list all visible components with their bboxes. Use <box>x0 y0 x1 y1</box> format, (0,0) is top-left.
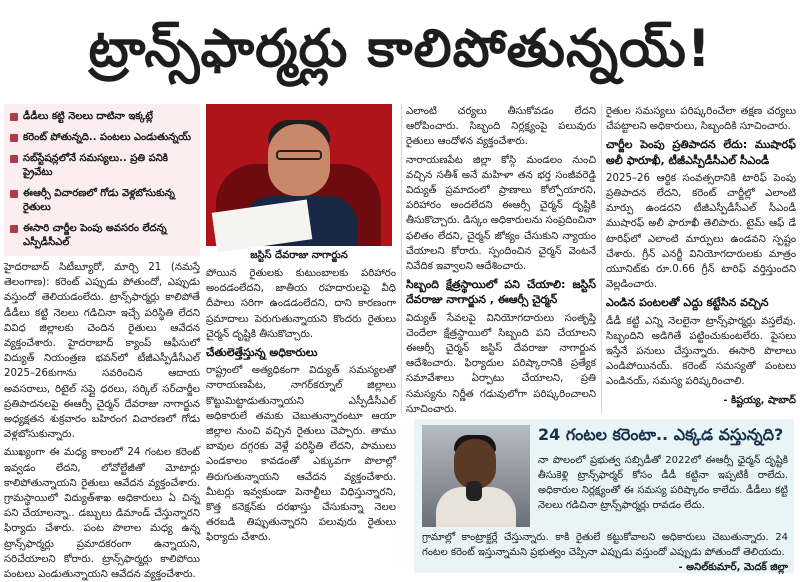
bullet-icon <box>10 190 18 198</box>
highlight-text: కరెంట్ పోతున్నది.. పంటలు ఎండుతున్నయ్ <box>23 132 192 143</box>
highlight-text: ఈఆర్సీ విచారణలో గోడు వెళ్లబోసుకున్న రైతులు <box>23 188 175 213</box>
highlight-text: డీడీలు కట్టి నెలలు దాటినా ఇక్కట్లే <box>23 111 153 122</box>
paragraph: ఎలాంటి చర్యలు తీసుకోవడం లేదని ఆరోపించారు. సిబ్బంది నిర్లక్ష్యంపై పలువురు రైతులు ఆందోళన వ్యక్తంచేశారు. <box>406 106 596 148</box>
paragraph: డీడీ కట్టి ఎన్ని నెలలైనా ట్రాన్స్‌ఫార్మర్లు వస్తలేవు. సిబ్బందిని అడిగితే పట్టించుకుంటలేరు. పైసలు ఇస్తేనే పనులు చేస్తున్నారు. ఈసారి పొలాలు ఎండిపోయినయ్. కరెంట్ సమస్యతో పంటలు ఎండినయ్, సమస్య పరిష్కరించాలి. <box>606 315 796 388</box>
sidebar-box <box>414 419 794 573</box>
photo-caption: జస్టిస్ దేవరాజు నాగార్జున <box>250 250 348 261</box>
article-column-1 <box>4 260 200 581</box>
photo-farmer <box>422 425 530 527</box>
subheading: చార్జీల పెంపు ప్రతిపాదన లేదు: ముషారఫ్ అలీ ఫారూఖీ, టీజీఎస్పీడీసీఎల్ సీఎండీ <box>606 138 796 167</box>
subheading: ఎండిన పంటలతో ఎద్దు కట్టేసిన వచ్చిన <box>606 296 769 310</box>
paragraph: విద్యుత్ సేవలపై వినియోగదారులు సంతృప్తి చెందేలా క్షేత్రస్థాయిలో సిబ్బంది పని చేయాలని ఈఆర్సీ చైర్మన్ జస్టిస్ దేవరాజు నాగార్జున ఆదేశించారు. ఫిర్యాదుల పరిష్కారానికి ప్రత్యేక సమావేశాలు ఏర్పాటు చేయాలని, ప్రతి సమస్యను నిర్ణీత గడువులోగా పరిష్కరించాలని సూచించారు. <box>406 312 596 415</box>
bullet-icon <box>10 113 18 121</box>
highlight-item <box>10 152 194 180</box>
paragraph: హైదరాబాద్ సిటీబ్యూరో, మార్చి 21 (నమస్తే తెలంగాణ): కరెంట్ ఎప్పుడు పోతుందో, ఎప్పుడు వస్తుందో తెలియడంలేదు. ట్రాన్స్‌ఫార్మర్లు కాలిపోతే డీడీలు కట్టి నెలలు గడిచినా ఇచ్చే పరిస్థితి లేదని వివిధ జిల్లాలకు చెందిన రైతులు ఆవేదన వ్యక్తంచేశారు. హైదరాబాద్ క్యాంప్ ఆఫీసులో విద్యుత్ నియంత్రణ భవన్‌లో టీజీఎస్పీడీసీఎల్ 2025–26కుగాను సవరించిన ఆదాయ అవసరాలు, రిటైల్ సప్లై ధరలు, సర్కిల్ సర్‌చార్జీల ప్రతిపాదనలపై ఈఆర్సీ చైర్మన్ దేవరాజు నాగార్జున అధ్యక్షతన శుక్రవారం బహిరంగ విచారణలో గోడు వెళ్లబోసుకున్నారు. <box>4 262 200 441</box>
byline: - కిష్టయ్య, షాబాద్ <box>723 394 796 406</box>
highlight-item <box>10 131 194 145</box>
paragraph: పోయిన రైతులకు కుటుంబాలకు పరిహారం అందడంలేదని, జాతీయ రహదారులపై వీధి దీపాలు సరిగా ఉండడంలేదని, దాని కారణంగా ప్రమాదాలు పెరుగుతున్నాయని కొందరు రైతులు చైర్మన్ దృష్టికి తీసుకొచ్చారు. <box>206 268 396 340</box>
bullet-icon <box>10 225 18 233</box>
article-column-3 <box>406 104 596 414</box>
paragraph: ముఖ్యంగా ఈ మధ్య కాలంలో 24 గంటల కరెంట్ ఇవ్వడం లేదని, లోవోల్టేజీతో మోటార్లు కాలిపోతున్నాయని రైతులు ఆవేదన వ్యక్తంచేశారు. గ్రామస్థాయిలో విద్యుత్‌శాఖ అధికారులు ఏ చిన్న పని చేయాలన్నా.. డబ్బులు డిమాండ్ చేస్తున్నారని ఫిర్యాదు చేశారు. పంట పొలాల మధ్య ఉన్న ట్రాన్స్‌ఫార్మర్లు ప్రమాదకరంగా ఉన్నాయని, సరిచేయాలని కోరారు. ట్రాన్స్‌ఫార్మర్లు కాలిపోయి పంటలు ఎండుతున్నాయని ఆవేదన వ్యక్తంచేశారు. <box>4 447 200 581</box>
article-column-4 <box>606 104 796 416</box>
bullet-icon <box>10 155 18 163</box>
bullet-icon <box>10 134 18 142</box>
highlight-item <box>10 222 194 250</box>
box-title: 24 గంటల కరెంటా.. ఎక్కడ వస్తున్నది? <box>538 425 784 444</box>
paragraph: రాష్ట్రంలో అత్యధికంగా విద్యుత్ సమస్యలతో నారాయణపేట, నాగర్‌కర్నూల్ జిల్లాలు కొట్టుమిట్టాడుతున్నాయని ఎస్పీడీసీఎల్ అధికారులే తమకు చెబుతున్నారంటూ ఆయా జిల్లాల నుంచి వచ్చిన రైతులు చెప్పారు. తాము బావుల దగ్గరకు వెళ్లే పరిస్థితి లేదని, పాములు ఎండకాలం కావడంతో ఎక్కువగా పొలాల్లో తిరుగుతున్నాయని ఆవేదన వ్యక్తంచేశారు. మీటర్లు ఇవ్వకుండా పెనాల్టీలు విధిస్తున్నారని, కొత్త కనెక్షన్‌కు దరఖాస్తు చేసుకున్నా నెలల తరబడి తిప్పుతున్నారని పలువురు రైతులు ఫిర్యాదు చేశారు. <box>206 365 396 544</box>
article-column-2 <box>206 266 396 573</box>
highlight-text: సబ్‌స్టేషన్లలోనే సమస్యలు.. ప్రతి పనికి ప్రైవేటు <box>23 153 168 178</box>
paragraph: నారాయణపేట జిల్లా కోస్గి మండలం నుంచి వచ్చిన సతీశ్ అనే మహిళా తన భర్త సంజీవరెడ్డి విద్యుత్ ప్రమాదంలో ప్రాణాలు కోల్పోయారని, పరిహారం అందలేదని ఈఆర్సీ చైర్మన్ దృష్టికి తీసుకొచ్చారు. డిస్కం అధికారులను సంప్రదించినా ఫలితం లేదని, చైర్మన్ జోక్యం చేసుకుని న్యాయం చేయాలని కోరారు. స్పందించిన చైర్మన్ వెంటనే నివేదిక ఇవ్వాలని ఆదేశించారు. <box>406 154 596 273</box>
highlight-item <box>10 187 194 215</box>
paragraph: 2025–26 ఆర్థిక సంవత్సరానికి టారిఫ్ పెంపు ప్రతిపాదన లేదని, కరెంట్ చార్జీల్లో ఎలాంటి మార్పు ఉండదని టీజీఎస్పీడీసీఎల్ సీఎండీ ముషారఫ్ అలీ ఫారూఖీ తెలిపారు. టైమ్ ఆఫ్ డే టారిఫ్‌లో ఎలాంటి మార్పులు ఉండవని స్పష్టం చేశారు. గ్రీన్ ఎనర్జీ వినియోగదారులకు మాత్రం యూనిట్‌కు రూ.0.66 గ్రీన్ టారిఫ్ వర్తిస్తుందని వెల్లడించారు. <box>606 172 796 291</box>
box-text-continued <box>422 530 788 575</box>
subheading: సిబ్బంది క్షేత్రస్థాయిలో పని చేయాలి: జస్టిస్ దేవరాజు నాగార్జున , ఈఆర్సీ చైర్మన్ <box>406 278 596 307</box>
highlights-box <box>4 104 200 256</box>
subheading: చేతులెత్తేస్తున్న అధికారులు <box>206 346 318 360</box>
box-text: నా పొలంలో ప్రభుత్వ సబ్సిడీతో 2022లో ఈఆర్సీ ఛైర్మన్ దృష్టికి తీసుకెళ్లి ట్రాన్స్‌ఫార్మర్ కోసం డీడీ కట్టినా ఇప్పటికీ రాలేదు. అధికారుల నిర్లక్ష్యంతో ఈ సమస్య పరిష్కారం కాలేదు. డీడీలు కట్టి నెలలు గడిచినా ట్రాన్స్‌ఫార్మర్లు రావడం లేదు. <box>538 455 788 511</box>
byline: - అనిల్‌కుమార్, మెదక్ జిల్లా <box>678 562 788 573</box>
highlight-text: ఈసారి చార్జీల పెంపు అవసరం లేదన్న ఎస్పీడీసీఎల్ <box>23 223 167 248</box>
photo-chairman <box>206 104 392 246</box>
paragraph: రైతుల సమస్యలు పరిష్కరించేలా తక్షణ చర్యలు చేపట్టాలని అధికారులు, సిబ్బందికి సూచించారు. <box>606 106 796 133</box>
page-title: ట్రాన్స్‌ఫార్మర్లు కాలిపోతున్నయ్! <box>88 19 712 79</box>
paragraph: గ్రామాల్లో కాంట్రాక్టర్లే చేస్తున్నారు. కాకి రైతులే కట్టుకోవాలని అధికారులు చెబుతున్నారు. 24 గంటల కరెంట్ ఇస్తున్నామని ప్రభుత్వం చెప్పినా ఎప్పుడు వస్తుందో ఎప్పుడు పోతుందో తెలియదు. <box>422 532 788 558</box>
highlight-item <box>10 110 194 124</box>
